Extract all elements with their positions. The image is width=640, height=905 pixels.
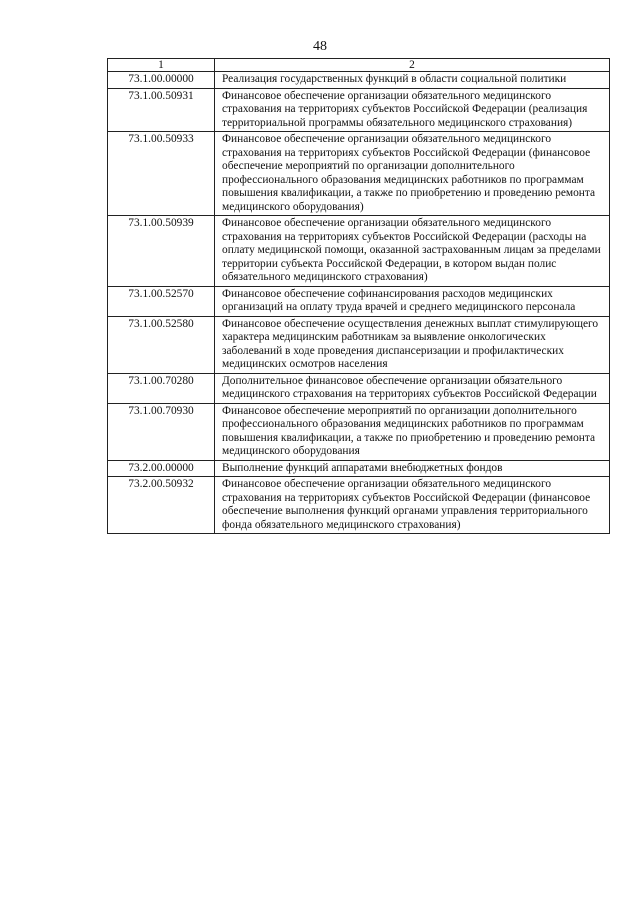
row-description: Финансовое обеспечение мероприятий по организации дополнительного профессионального образования медицинских работников по программам повышения квалификации, а также по приобретению и проведению ремонта медицинского оборудования xyxy=(215,403,610,460)
row-code: 73.1.00.52570 xyxy=(108,286,215,316)
table-row xyxy=(108,132,610,216)
row-description: Финансовое обеспечение организации обязательного медицинского страхования на территориях субъектов Российской Федерации (финансовое обеспечение мероприятий по организации дополнительного профессионального образования медицинских работников по программам повышения квалификации, а также по приобретению и проведению ремонта медицинского оборудования) xyxy=(215,132,610,216)
table-row xyxy=(108,88,610,132)
table-row xyxy=(108,286,610,316)
column-header-description: 2 xyxy=(215,59,610,72)
row-code: 73.1.00.50931 xyxy=(108,88,215,132)
row-description: Дополнительное финансовое обеспечение организации обязательного медицинского страхования на территориях субъектов Российской Федерации xyxy=(215,373,610,403)
row-description: Финансовое обеспечение осуществления денежных выплат стимулирующего характера медицинским работникам за выявление онкологических заболеваний в ходе проведения диспансеризации и профилактических медицинских осмотров населения xyxy=(215,316,610,373)
table-header-row xyxy=(108,59,610,72)
row-description: Финансовое обеспечение организации обязательного медицинского страхования на территориях субъектов Российской Федерации (расходы на оплату медицинской помощи, оказанной застрахованным лицам за пределами территории субъекта Российской Федерации, в котором выдан полис обязательного медицинского страхования) xyxy=(215,216,610,287)
table-row xyxy=(108,216,610,287)
table-row xyxy=(108,460,610,477)
row-code: 73.1.00.70280 xyxy=(108,373,215,403)
row-description: Финансовое обеспечение софинансирования расходов медицинских организаций на оплату труда врачей и среднего медицинского персонала xyxy=(215,286,610,316)
table-row xyxy=(108,373,610,403)
table-row xyxy=(108,403,610,460)
row-code: 73.1.00.50933 xyxy=(108,132,215,216)
budget-classification-table xyxy=(107,58,610,534)
column-header-code: 1 xyxy=(108,59,215,72)
row-code: 73.2.00.50932 xyxy=(108,477,215,534)
row-code: 73.1.00.00000 xyxy=(108,72,215,89)
table-row xyxy=(108,477,610,534)
row-description: Реализация государственных функций в области социальной политики xyxy=(215,72,610,89)
page-number: 48 xyxy=(313,39,327,54)
row-code: 73.1.00.70930 xyxy=(108,403,215,460)
row-code: 73.1.00.50939 xyxy=(108,216,215,287)
row-description: Финансовое обеспечение организации обязательного медицинского страхования на территориях субъектов Российской Федерации (реализация территориальной программы обязательного медицинского страхования) xyxy=(215,88,610,132)
row-code: 73.1.00.52580 xyxy=(108,316,215,373)
row-code: 73.2.00.00000 xyxy=(108,460,215,477)
table-row xyxy=(108,72,610,89)
row-description: Финансовое обеспечение организации обязательного медицинского страхования на территориях субъектов Российской Федерации (финансовое обеспечение выполнения функций органами управления территориального фонда обязательного медицинского страхования) xyxy=(215,477,610,534)
table-row xyxy=(108,316,610,373)
row-description: Выполнение функций аппаратами внебюджетных фондов xyxy=(215,460,610,477)
